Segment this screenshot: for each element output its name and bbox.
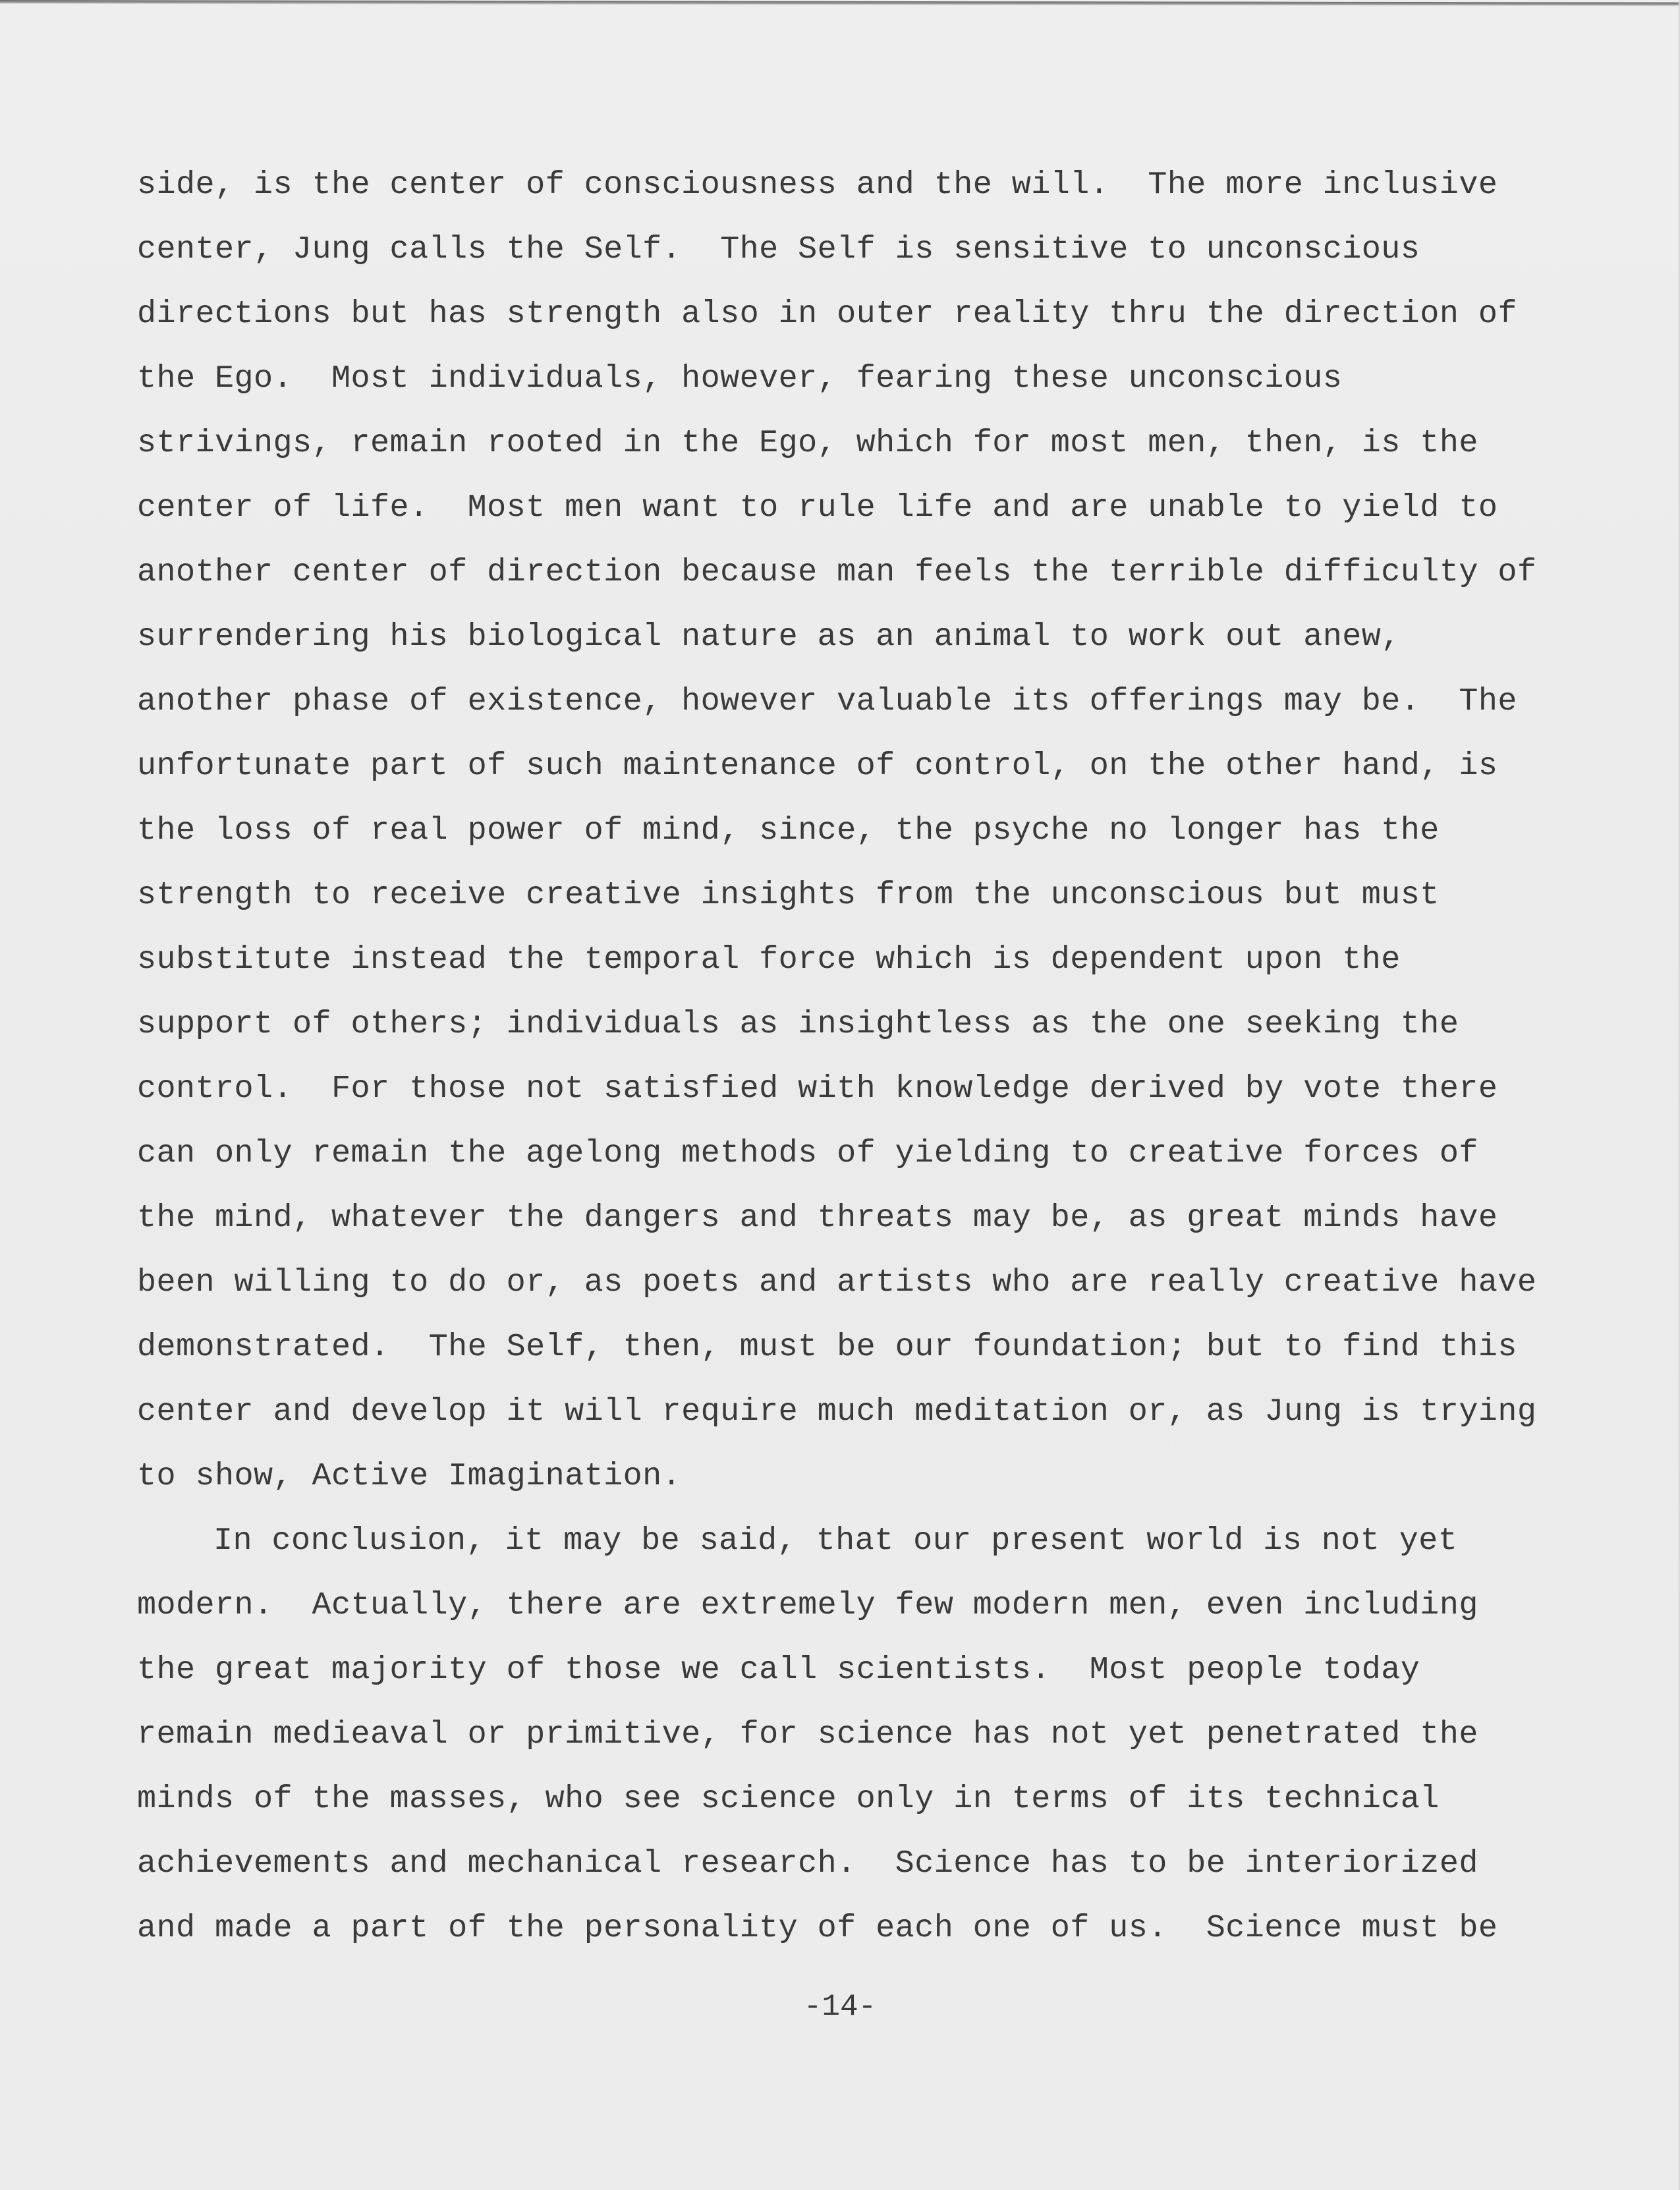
paragraph-1 bbox=[137, 153, 1586, 1509]
text-line: and made a part of the personality of each one of us. Science must be bbox=[137, 1910, 1498, 1946]
text-line: support of others; individuals as insightless as the one seeking the bbox=[137, 1006, 1459, 1042]
text-line: the great majority of those we call scientists. Most people today bbox=[137, 1652, 1420, 1688]
text-line: unfortunate part of such maintenance of control, on the other hand, is bbox=[137, 748, 1498, 784]
text-line: side, is the center of consciousness and the will. The more inclusive bbox=[137, 167, 1498, 203]
text-line: the mind, whatever the dangers and threats may be, as great minds have bbox=[137, 1200, 1498, 1236]
text-line: the Ego. Most individuals, however, fearing these unconscious bbox=[137, 360, 1343, 397]
text-line: modern. Actually, there are extremely few modern men, even including bbox=[137, 1587, 1478, 1623]
page-right-edge bbox=[1677, 0, 1680, 2190]
text-line: directions but has strength also in outer reality thru the direction of bbox=[137, 296, 1517, 332]
text-line: the loss of real power of mind, since, the psyche no longer has the bbox=[137, 812, 1440, 849]
text-line-indented: In conclusion, it may be said, that our present world is not yet bbox=[213, 1523, 1458, 1559]
text-line: center of life. Most men want to rule life and are unable to yield to bbox=[137, 490, 1498, 526]
body-text bbox=[137, 153, 1586, 1961]
text-line: substitute instead the temporal force which is dependent upon the bbox=[137, 941, 1401, 978]
page-top-edge bbox=[0, 0, 1680, 7]
text-line: can only remain the agelong methods of yielding to creative forces of bbox=[137, 1135, 1478, 1171]
text-line: minds of the masses, who see science only in terms of its technical bbox=[137, 1781, 1440, 1817]
text-line: demonstrated. The Self, then, must be our foundation; but to find this bbox=[137, 1329, 1517, 1365]
text-line: strength to receive creative insights from the unconscious but must bbox=[137, 877, 1440, 913]
text-line: achievements and mechanical research. Science has to be interiorized bbox=[137, 1845, 1478, 1882]
text-line: to show, Active Imagination. bbox=[137, 1458, 682, 1494]
text-line: another center of direction because man feels the terrible difficulty of bbox=[137, 554, 1537, 590]
text-line: center and develop it will require much meditation or, as Jung is trying bbox=[137, 1393, 1537, 1430]
page-number: -14- bbox=[803, 1990, 877, 2024]
paragraph-2 bbox=[137, 1509, 1586, 1961]
text-line: another phase of existence, however valuable its offerings may be. The bbox=[137, 683, 1517, 719]
text-line: control. For those not satisfied with knowledge derived by vote there bbox=[137, 1071, 1498, 1107]
text-line: strivings, remain rooted in the Ego, which for most men, then, is the bbox=[137, 425, 1478, 461]
text-line: been willing to do or, as poets and artists who are really creative have bbox=[137, 1264, 1537, 1301]
text-line: center, Jung calls the Self. The Self is sensitive to unconscious bbox=[137, 231, 1420, 267]
text-line: surrendering his biological nature as an animal to work out anew, bbox=[137, 619, 1401, 655]
text-line: remain medieaval or primitive, for science has not yet penetrated the bbox=[137, 1716, 1478, 1753]
